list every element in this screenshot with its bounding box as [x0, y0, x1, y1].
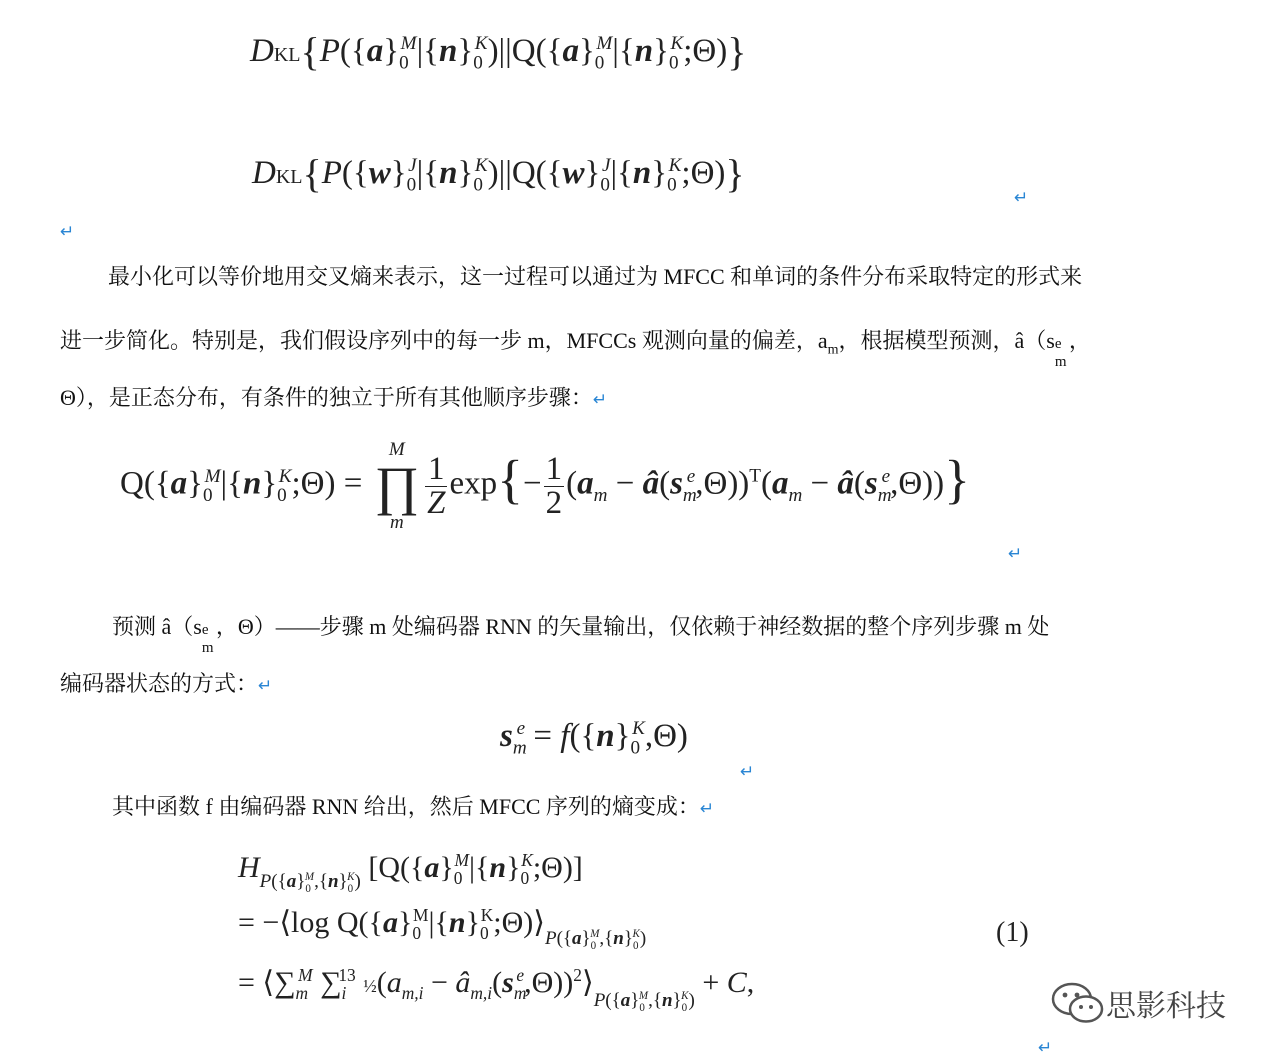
wechat-icon	[1050, 980, 1106, 1026]
paragraph-line: 其中函数 f 由编码器 RNN 给出，然后 MFCC 序列的熵变成：↵	[112, 794, 715, 819]
return-mark-icon: ↵	[258, 676, 273, 696]
paragraph-line: 编码器状态的方式：↵	[60, 671, 273, 696]
return-mark-icon: ↵	[60, 222, 75, 242]
watermark-text: 思影科技	[1106, 989, 1226, 1024]
return-mark-icon: ↵	[1008, 544, 1023, 564]
watermark	[1050, 980, 1226, 1026]
return-mark-icon: ↵	[1014, 188, 1029, 208]
return-mark-icon: ↵	[592, 390, 608, 410]
return-mark-icon: ↵	[1038, 1038, 1053, 1058]
paragraph-line: Θ），是正态分布，有条件的独立于所有其他顺序步骤：↵	[60, 385, 608, 410]
equation-encoder-state: $s_m^e = f(\{n\}_0^K,\Theta)$	[500, 718, 688, 759]
return-mark-icon: ↵	[740, 762, 755, 782]
return-mark-icon: ↵	[699, 799, 715, 819]
equation-cross-entropy-line-2: = −⟨log $Q(\{a\}_0^M|\{n\}_0^K;\Theta)⟩_{P(\{a\}_0^M,\{n\}_0^K)}$	[238, 905, 647, 952]
paragraph-line: 进一步简化。特别是，我们假设序列中的每一步 m，MFCCs 观测向量的偏差，$a_m$，根据模型预测，â（s e m ，	[60, 328, 1091, 370]
equation-cross-entropy-line-3: = $⟨\sum_m^M$ $\sum_i^{13}$ $\frac{1}{2}(a_{m,i}$ − $â_{m,i}(s_m^e,\Theta))^2⟩_{P(\{a\}_0^M,\{n\}_0^K)} + C$,	[238, 965, 755, 1014]
equation-kl-words: $DKL\{P(\{w\}_0^J|\{n\}_0^K)||Q(\{w\}_0^J|\{n\}_0^K;\Theta)\}$	[252, 151, 745, 196]
paragraph-line: 预测 â（s e m ，Θ）——步骤 m 处编码器 RNN 的矢量输出，仅依赖于神经数据的整个序列步骤 m 处	[112, 614, 1050, 656]
equation-kl-mfcc: $DKL\{P(\{a\}_0^M|\{n\}_0^K)||Q(\{a\}_0^M|\{n\}_0^K;\Theta)\}$	[250, 29, 747, 74]
equation-q-density: $Q(\{a\}_0^M|\{n\}_0^K;\Theta)$ = M ∏ m $\frac{1}{Z}$ exp{− $\frac{1}{2}$ ($a_m$ − $â(s_m^e,\Theta))^T(a_m$ − $â(s_m^e,\Theta)$)}	[120, 439, 971, 533]
equation-cross-entropy-line-1: $H_{P(\{a\}_0^M,\{n\}_0^K)}$ $[Q(\{a\}_0^M|\{n\}_0^K;\Theta)]$	[238, 850, 583, 895]
equation-number: (1)	[996, 917, 1029, 948]
paragraph-line: 最小化可以等价地用交叉熵来表示，这一过程可以通过为 MFCC 和单词的条件分布采取特定的形式来	[108, 264, 1083, 289]
